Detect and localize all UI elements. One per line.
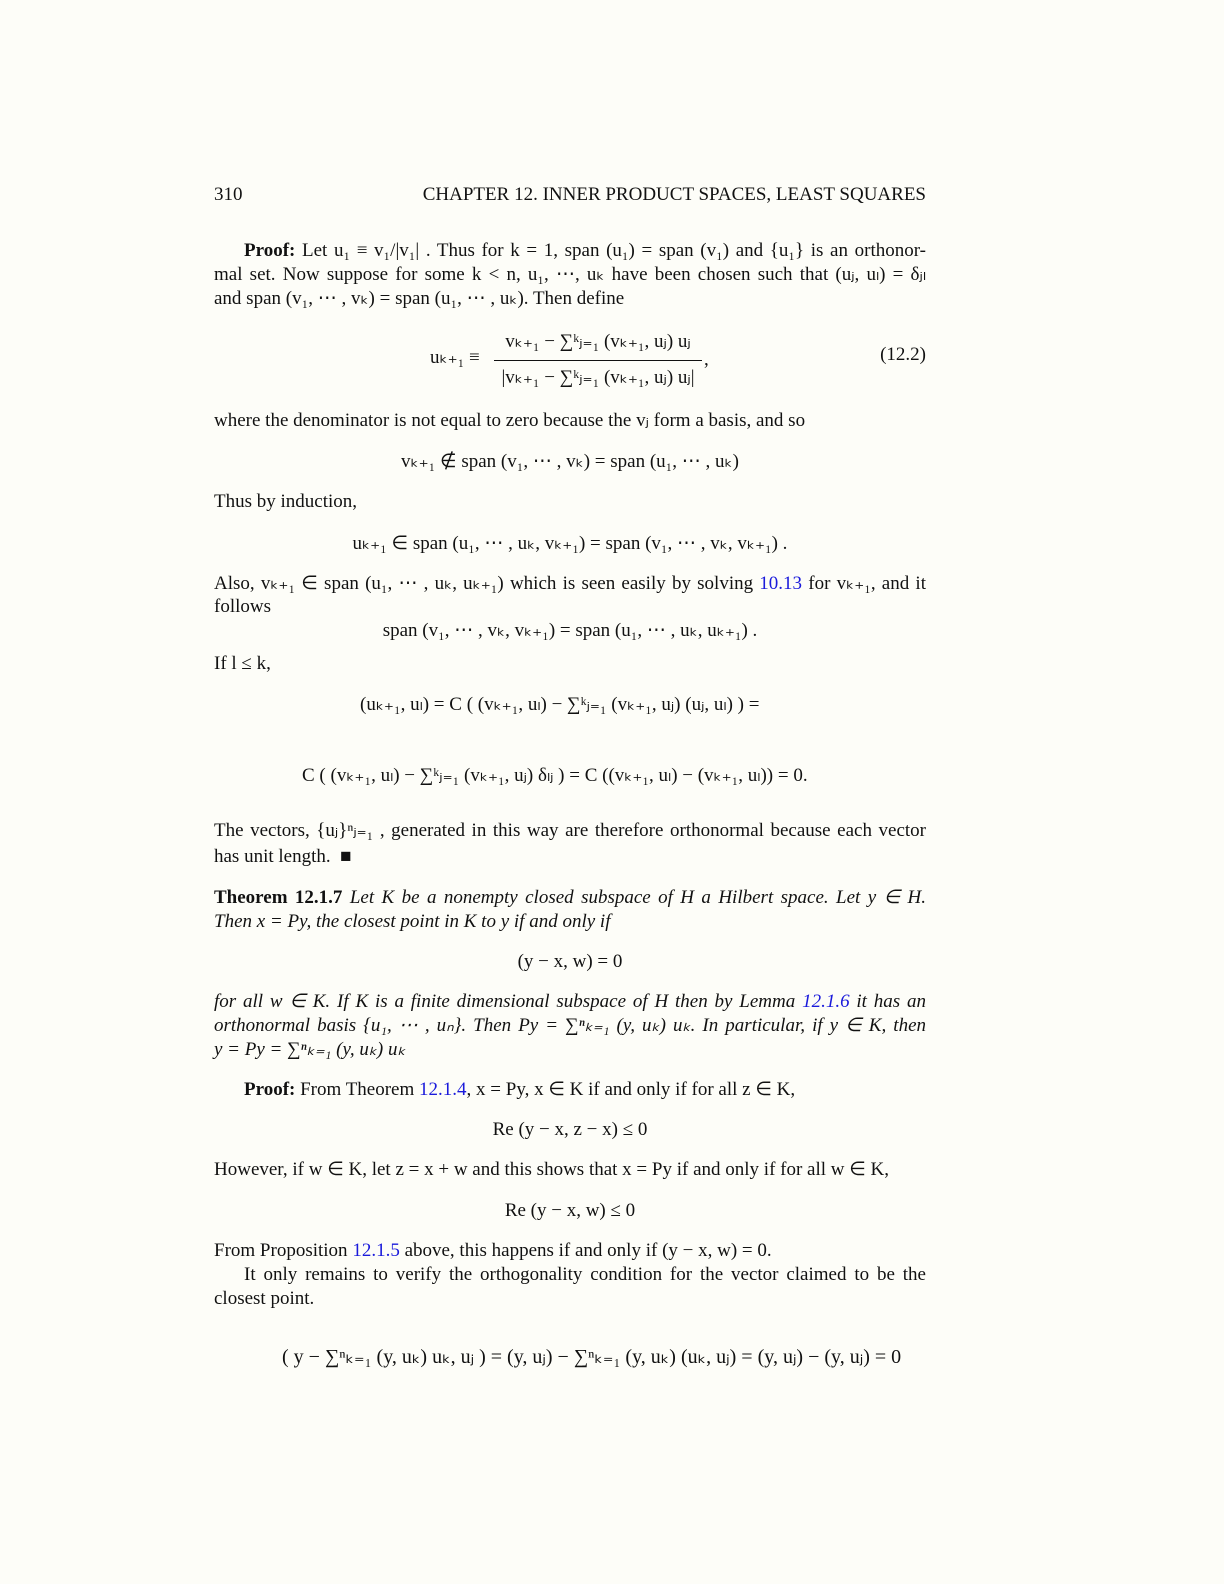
text: Let K be a nonempty closed subspace of H a Hilbert space. Let y ∈ H. [349, 887, 926, 908]
text: From Theorem [295, 1079, 420, 1100]
text-line: The vectors, {uⱼ}ⁿⱼ₌₁ , generated in this way are therefore orthonormal because each vector [214, 820, 926, 841]
text-line: It only remains to verify the orthogonality condition for the vector claimed to be the [244, 1264, 926, 1285]
text-line [214, 572, 926, 596]
text-line: closest point. [214, 1288, 315, 1309]
running-title: CHAPTER 12. INNER PRODUCT SPACES, LEAST SQUARES [422, 184, 926, 205]
theorem-link[interactable]: 12.1.4 [419, 1079, 467, 1100]
equation: Re (y − x, w) ≤ 0 [504, 1200, 636, 1221]
text-line: where the denominator is not equal to zero because the vⱼ form a basis, and so [214, 410, 806, 431]
text-line [214, 990, 926, 1014]
text-line: and span (v₁, ⋯ , vₖ) = span (u₁, ⋯ , uₖ). Then define [214, 288, 625, 309]
text: Also, vₖ₊₁ ∈ span (u₁, ⋯ , uₖ, uₖ₊₁) which is seen easily by solving [214, 573, 760, 594]
equation: (uₖ₊₁, uₗ) = C ( (vₖ₊₁, uₗ) − ∑ᵏⱼ₌₁ (vₖ₊₁, uⱼ) (uⱼ, uₗ) ) = [360, 694, 760, 715]
text: for all w ∈ K. If K is a finite dimensional subspace of H then by Lemma [214, 991, 803, 1012]
equation-number: (12.2) [880, 344, 926, 365]
equation-numerator: vₖ₊₁ − ∑ᵏⱼ₌₁ (vₖ₊₁, uⱼ) uⱼ [505, 331, 691, 352]
text: above, this happens if and only if (y − x, w) = 0. [399, 1240, 772, 1261]
fraction-line [494, 360, 702, 361]
equation-denominator: |vₖ₊₁ − ∑ᵏⱼ₌₁ (vₖ₊₁, uⱼ) uⱼ| [501, 367, 695, 388]
text-line: If l ≤ k, [214, 653, 271, 674]
equation: (y − x, w) = 0 [517, 951, 623, 972]
equation-lhs: uₖ₊₁ ≡ [430, 347, 480, 368]
lemma-link[interactable]: 12.1.6 [802, 991, 850, 1012]
text-line: follows [214, 596, 271, 617]
text-line: Thus by induction, [214, 491, 358, 512]
text-line: mal set. Now suppose for some k < n, u₁, ⋯, uₖ have been chosen such that (uⱼ, uₗ) = δⱼₗ [214, 264, 926, 285]
text-line [214, 845, 352, 869]
text-line: Then x = Py, the closest point in K to y if and only if [214, 911, 611, 932]
text-line: y = Py = ∑ⁿₖ₌₁ (y, uₖ) uₖ [214, 1039, 406, 1060]
qed-square-icon: ■ [340, 846, 352, 867]
equation-comma: , [704, 349, 709, 370]
equation-link[interactable]: 10.13 [759, 573, 803, 594]
theorem-label: Theorem 12.1.7 [214, 887, 343, 908]
text: From Proposition [214, 1240, 353, 1261]
equation: uₖ₊₁ ∈ span (u₁, ⋯ , uₖ, vₖ₊₁) = span (v₁, ⋯ , vₖ, vₖ₊₁) . [352, 533, 788, 554]
text: , x = Py, x ∈ K if and only if for all z ∈ K, [466, 1079, 796, 1100]
page-number: 310 [214, 184, 243, 205]
text: it has an [849, 991, 926, 1012]
proof-line [244, 239, 926, 263]
text-line: However, if w ∈ K, let z = x + w and this shows that x = Py if and only if for all w ∈ K, [214, 1159, 890, 1180]
proof-label: Proof: [244, 1079, 296, 1100]
text: for vₖ₊₁, and it [802, 573, 926, 594]
equation: span (v₁, ⋯ , vₖ, vₖ₊₁) = span (u₁, ⋯ , uₖ, uₖ₊₁) . [382, 620, 758, 641]
text: Let u₁ ≡ v₁/|v₁| . Thus for k = 1, span (u₁) = span (v₁) and {u₁} is an orthonor- [302, 240, 926, 261]
equation: Re (y − x, z − x) ≤ 0 [492, 1119, 648, 1140]
proof-label: Proof: [244, 240, 296, 261]
proof-line [244, 1078, 795, 1102]
equation: vₖ₊₁ ∉ span (v₁, ⋯ , vₖ) = span (u₁, ⋯ , uₖ) [401, 451, 739, 472]
equation: ( y − ∑ⁿₖ₌₁ (y, uₖ) uₖ, uⱼ ) = (y, uⱼ) − ∑ⁿₖ₌₁ (y, uₖ) (uₖ, uⱼ) = (y, uⱼ) − (y, uⱼ) = 0 [282, 1346, 902, 1368]
proposition-link[interactable]: 12.1.5 [352, 1240, 400, 1261]
text-line [214, 1239, 772, 1263]
text-line: orthonormal basis {u₁, ⋯ , uₙ}. Then Py = ∑ⁿₖ₌₁ (y, uₖ) uₖ. In particular, if y ∈ K, then [214, 1015, 926, 1036]
theorem-line [214, 886, 926, 910]
equation: C ( (vₖ₊₁, uₗ) − ∑ᵏⱼ₌₁ (vₖ₊₁, uⱼ) δₗⱼ ) = C ((vₖ₊₁, uₗ) − (vₖ₊₁, uₗ)) = 0. [302, 765, 808, 786]
text: has unit length. [214, 846, 331, 867]
